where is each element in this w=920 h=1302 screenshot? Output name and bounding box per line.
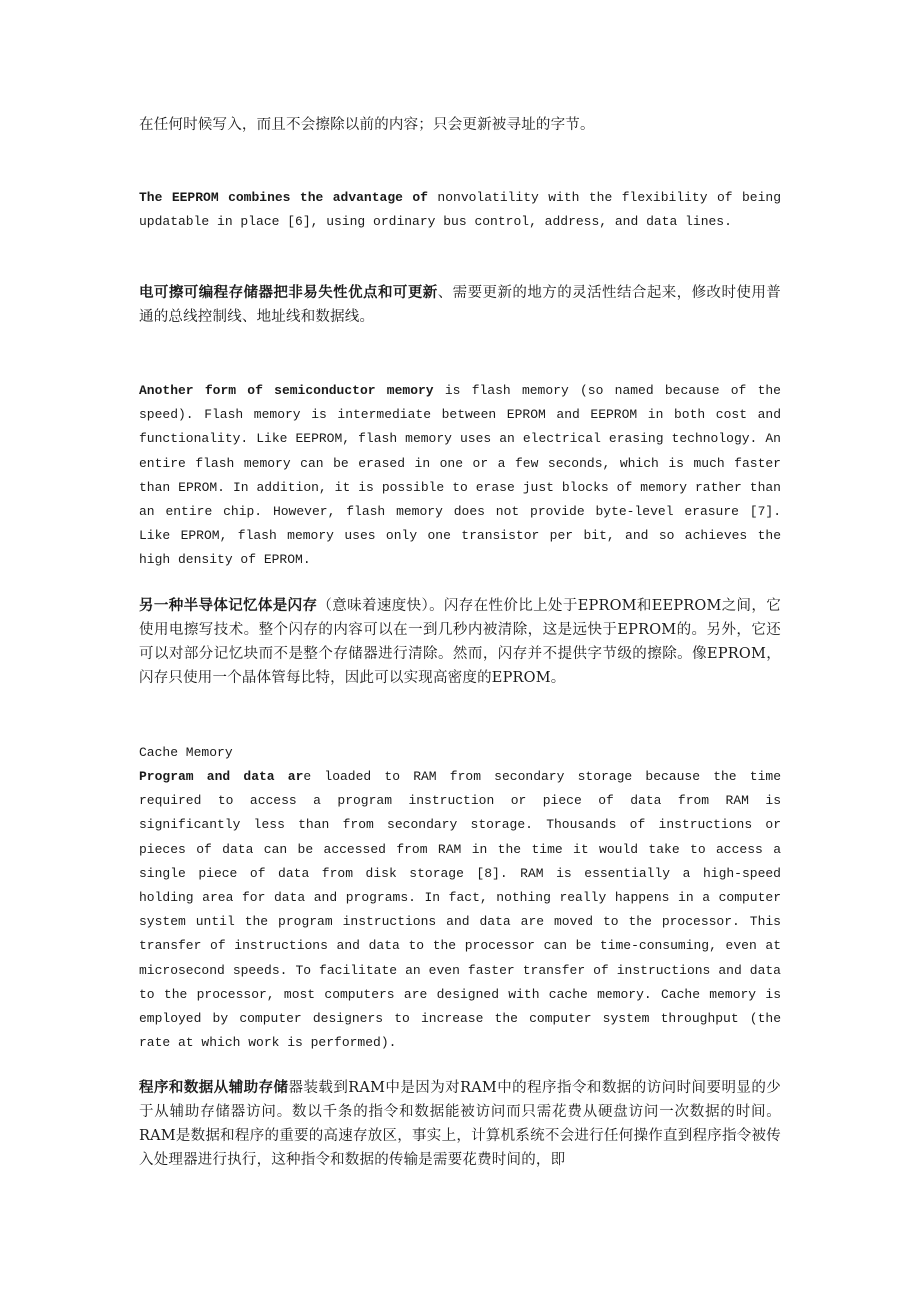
paragraph-lead-bold: Another form of semiconductor memory [139, 383, 434, 398]
paragraph-en-flash [139, 379, 781, 573]
paragraph-text: e loaded to RAM from secondary storage because the time required to access a program instruction or piece of data from RAM is significantly less than from secondary storage. Thousands of instructions or pieces of data can be accessed from RAM in the time it would take to access a single piece of data from disk storage [8]. RAM is essentially a high-speed holding area for data and programs. In fact, nothing really happens in a computer system until the program instructions and data are moved to the processor. This transfer of instructions and data to the processor can be time-consuming, even at microsecond speeds. To facilitate an even faster transfer of instructions and data to the processor, most computers are designed with cache memory. Cache memory is employed by computer designers to increase the computer system throughput (the rate at which work is performed). [139, 769, 781, 1051]
paragraph-cn-flash [139, 594, 781, 690]
paragraph-lead-bold: 另一种半导体记忆体是闪存 [139, 597, 318, 614]
paragraph-text: 、需要更新的地方的灵活性结合起来，修改时使用普通的总线控制线、地址线和数据线。 [139, 285, 781, 325]
paragraph-text: 器装载到RAM中是因为对RAM中的程序指令和数据的访问时间要明显的少于从辅助存储器访问。数以千条的指令和数据能被访问而只需花费从硬盘访问一次数据的时间。RAM是数据和程序的重要的高速存放区，事实上，计算机系统不会进行任何操作直到程序指令被传入处理器进行执行，这种指令和数据的传输是需要花费时间的，即 [139, 1080, 781, 1168]
section-heading-cache-memory: Cache Memory [139, 745, 233, 760]
paragraph-text: （意味着速度快）。闪存在性价比上处于EPROM和EEPROM之间，它使用电擦写技术。整个闪存的内容可以在一到几秒内被清除，这是远快于EPROM的。另外，它还可以对部分记忆块而不是整个存储器进行清除。然而，闪存并不提供字节级的擦除。像EPROM，闪存只使用一个晶体管每比特，因此可以实现高密度的EPROM。 [139, 598, 781, 686]
paragraph-en-cache [139, 765, 781, 1055]
paragraph-text: nonvolatility with the flexibility of being updatable in place [6], using ordinary bus control, address, and data lines. [139, 190, 781, 230]
paragraph-cn-eeprom-end [139, 113, 781, 137]
paragraph-lead-bold: 程序和数据从辅助存储 [139, 1079, 289, 1096]
paragraph-lead-bold: 电可擦可编程存储器把非易失性优点和可更新 [139, 284, 438, 301]
paragraph-en-eeprom [139, 186, 781, 234]
paragraph-lead-bold: Program and data ar [139, 769, 304, 784]
paragraph-text: is flash memory (so named because of the speed). Flash memory is intermediate between EPROM and EEPROM in both cost and functionality. Like EEPROM, flash memory uses an electrical erasing technology. An entire flash memory can be erased in one or a few seconds, which is much faster than EPROM. In addition, it is possible to erase just blocks of memory rather than an entire chip. However, flash memory does not provide byte-level erasure [7]. Like EPROM, flash memory uses only one transistor per bit, and so achieves the high density of EPROM. [139, 383, 781, 568]
paragraph-lead-bold: The EEPROM combines the advantage of [139, 190, 428, 205]
paragraph-text: 在任何时候写入，而且不会擦除以前的内容；只会更新被寻址的字节。 [139, 117, 595, 133]
paragraph-cn-cache [139, 1076, 781, 1172]
paragraph-cn-eeprom [139, 281, 781, 329]
